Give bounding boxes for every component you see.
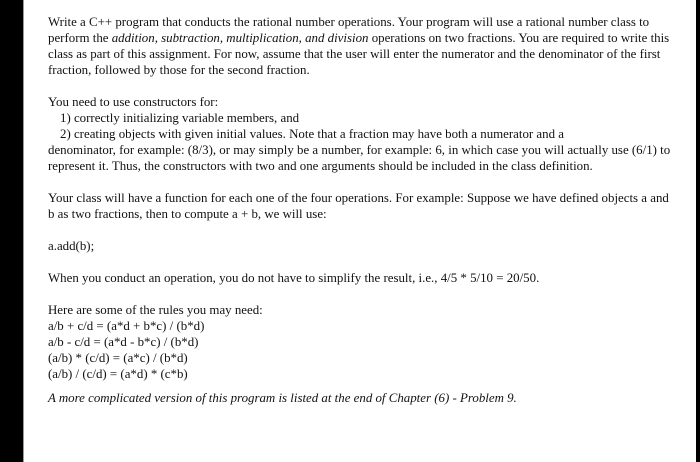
spacer <box>48 78 678 94</box>
spacer <box>48 222 678 238</box>
spacer <box>48 382 678 390</box>
constructors-section <box>48 94 678 174</box>
rules-heading: Here are some of the rules you may need: <box>48 303 263 317</box>
rule-division: (a/b) / (c/d) = (a*d) * (c*b) <box>48 367 188 381</box>
footer-note-text: A more complicated version of this program is listed at the end of Chapter (6) - Problem 9. <box>48 391 517 405</box>
constructors-heading: You need to use constructors for: <box>48 95 219 109</box>
intro-paragraph <box>48 14 678 78</box>
rule-subtraction: a/b - c/d = (a*d - b*c) / (b*d) <box>48 335 199 349</box>
constructor-item-2-rest: denominator, for example: (8/3), or may simply be a number, for example: 6, in which case you will actually use (6/1) to represent it. Thus, the constructors with two and one arguments should be included in the class definition. <box>48 143 671 173</box>
constructor-item-2-first-line: 2) creating objects with given initial values. Note that a fraction may have both a numerator and a <box>60 127 564 141</box>
code-example: a.add(b); <box>48 239 95 253</box>
spacer <box>48 286 678 302</box>
rule-multiplication: (a/b) * (c/d) = (a*c) / (b*d) <box>48 351 188 365</box>
functions-paragraph: Your class will have a function for each one of the four operations. For example: Suppose we have defined objects a and b as two fractions, then to compute a + b, we will use: <box>48 191 669 221</box>
spacer <box>48 254 678 270</box>
operations-italic: addition, subtraction, multiplication, and division <box>111 31 369 45</box>
document-page <box>23 0 696 462</box>
rules-section <box>48 302 678 382</box>
rule-addition: a/b + c/d = (a*d + b*c) / (b*d) <box>48 319 205 333</box>
intro-text-start: Write a C++ program that conducts the rational number operations. Your program will use a rational number class to perform the <box>48 15 650 45</box>
footer-note <box>48 390 678 406</box>
intro-text-end: operations on two fractions. You are required to write this class as part of this assignment. For now, assume that the user will enter the numerator and the denominator of the first fraction, followed by those for the second fraction. <box>48 31 670 77</box>
spacer <box>48 174 678 190</box>
constructor-item-1: 1) correctly initializing variable members, and <box>60 111 300 125</box>
assignment-text <box>48 14 678 406</box>
simplify-note: When you conduct an operation, you do not have to simplify the result, i.e., 4/5 * 5/10 = 20/50. <box>48 271 540 285</box>
